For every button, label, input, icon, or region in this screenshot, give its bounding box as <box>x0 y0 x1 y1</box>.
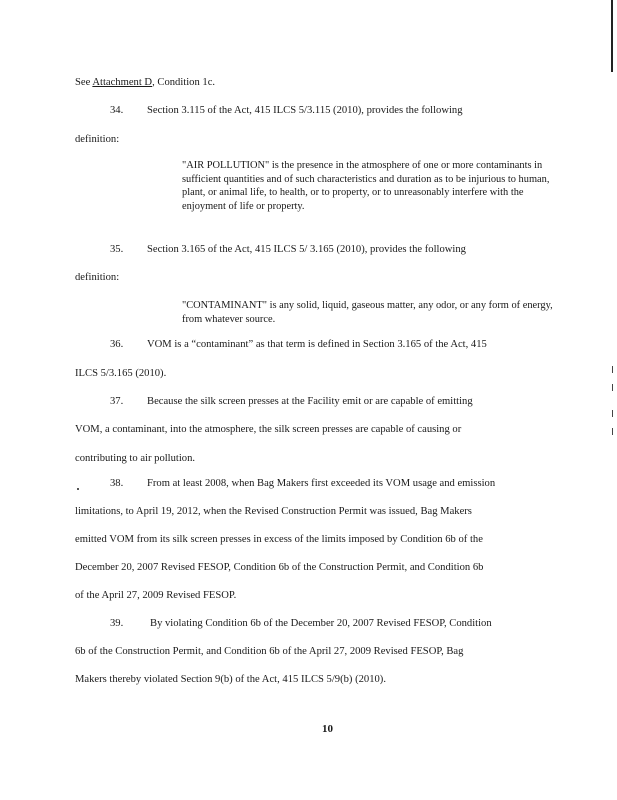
scan-edge-mark <box>612 428 613 435</box>
scan-edge-mark <box>612 384 613 391</box>
air-pollution-definition-quote: "AIR POLLUTION" is the presence in the atmosphere of one or more contaminants in sufficient quantities and of such characteristics and duration as to be injurious to human, plant, or animal life, to health, or to property, or to unreasonably interfere with the enjoyment of life or property. <box>182 160 550 212</box>
see-attachment-line <box>75 77 215 89</box>
paragraph-37-text: Because the silk screen presses at the Facility emit or are capable of emitting <box>147 396 473 407</box>
paragraph-36-continuation: ILCS 5/3.165 (2010). <box>75 368 167 379</box>
paragraph-37-number: 37. <box>110 396 124 407</box>
contaminant-definition-quote: "CONTAMINANT" is any solid, liquid, gaseous matter, any odor, or any form of energy, from whatever source. <box>182 300 553 325</box>
paragraph-39-text: By violating Condition 6b of the December 20, 2007 Revised FESOP, Condition <box>150 618 492 629</box>
paragraph-39-line-2: 6b of the Construction Permit, and Condition 6b of the April 27, 2009 Revised FESOP, Bag <box>75 646 464 657</box>
paragraph-34-number: 34. <box>110 105 124 116</box>
see-suffix: , Condition 1c. <box>152 77 216 88</box>
page-number: 10 <box>322 723 333 735</box>
paragraph-35-number: 35. <box>110 244 124 255</box>
paragraph-38-line-5: of the April 27, 2009 Revised FESOP. <box>75 590 237 601</box>
paragraph-37-line-3: contributing to air pollution. <box>75 453 196 464</box>
paragraph-39-line-3: Makers thereby violated Section 9(b) of the Act, 415 ILCS 5/9(b) (2010). <box>75 674 386 685</box>
paragraph-38-line-3: emitted VOM from its silk screen presses in excess of the limits imposed by Condition 6b of the <box>75 534 483 545</box>
paragraph-36-text: VOM is a “contaminant” as that term is defined in Section 3.165 of the Act, 415 <box>147 339 487 350</box>
scan-edge-line <box>611 0 613 72</box>
paragraph-38-line-4: December 20, 2007 Revised FESOP, Condition 6b of the Construction Permit, and Condition 6b <box>75 562 484 573</box>
paragraph-35-text: Section 3.165 of the Act, 415 ILCS 5/ 3.165 (2010), provides the following <box>147 244 466 255</box>
paragraph-38-line-2: limitations, to April 19, 2012, when the Revised Construction Permit was issued, Bag Makers <box>75 506 472 517</box>
paragraph-39-number: 39. <box>110 618 124 629</box>
scan-edge-mark <box>612 410 613 417</box>
paragraph-36-number: 36. <box>110 339 124 350</box>
paragraph-38-text: From at least 2008, when Bag Makers first exceeded its VOM usage and emission <box>147 478 496 489</box>
paragraph-37-line-2: VOM, a contaminant, into the atmosphere, the silk screen presses are capable of causing or <box>75 424 462 435</box>
paragraph-34-text: Section 3.115 of the Act, 415 ILCS 5/3.115 (2010), provides the following <box>147 105 463 116</box>
see-prefix: See <box>75 77 93 88</box>
attachment-reference: Attachment D <box>92 77 153 88</box>
paragraph-38-number: 38. <box>110 478 124 489</box>
scan-speck <box>77 488 79 490</box>
scan-edge-mark <box>612 366 613 373</box>
paragraph-35-continuation: definition: <box>75 272 120 283</box>
paragraph-34-continuation: definition: <box>75 134 120 145</box>
